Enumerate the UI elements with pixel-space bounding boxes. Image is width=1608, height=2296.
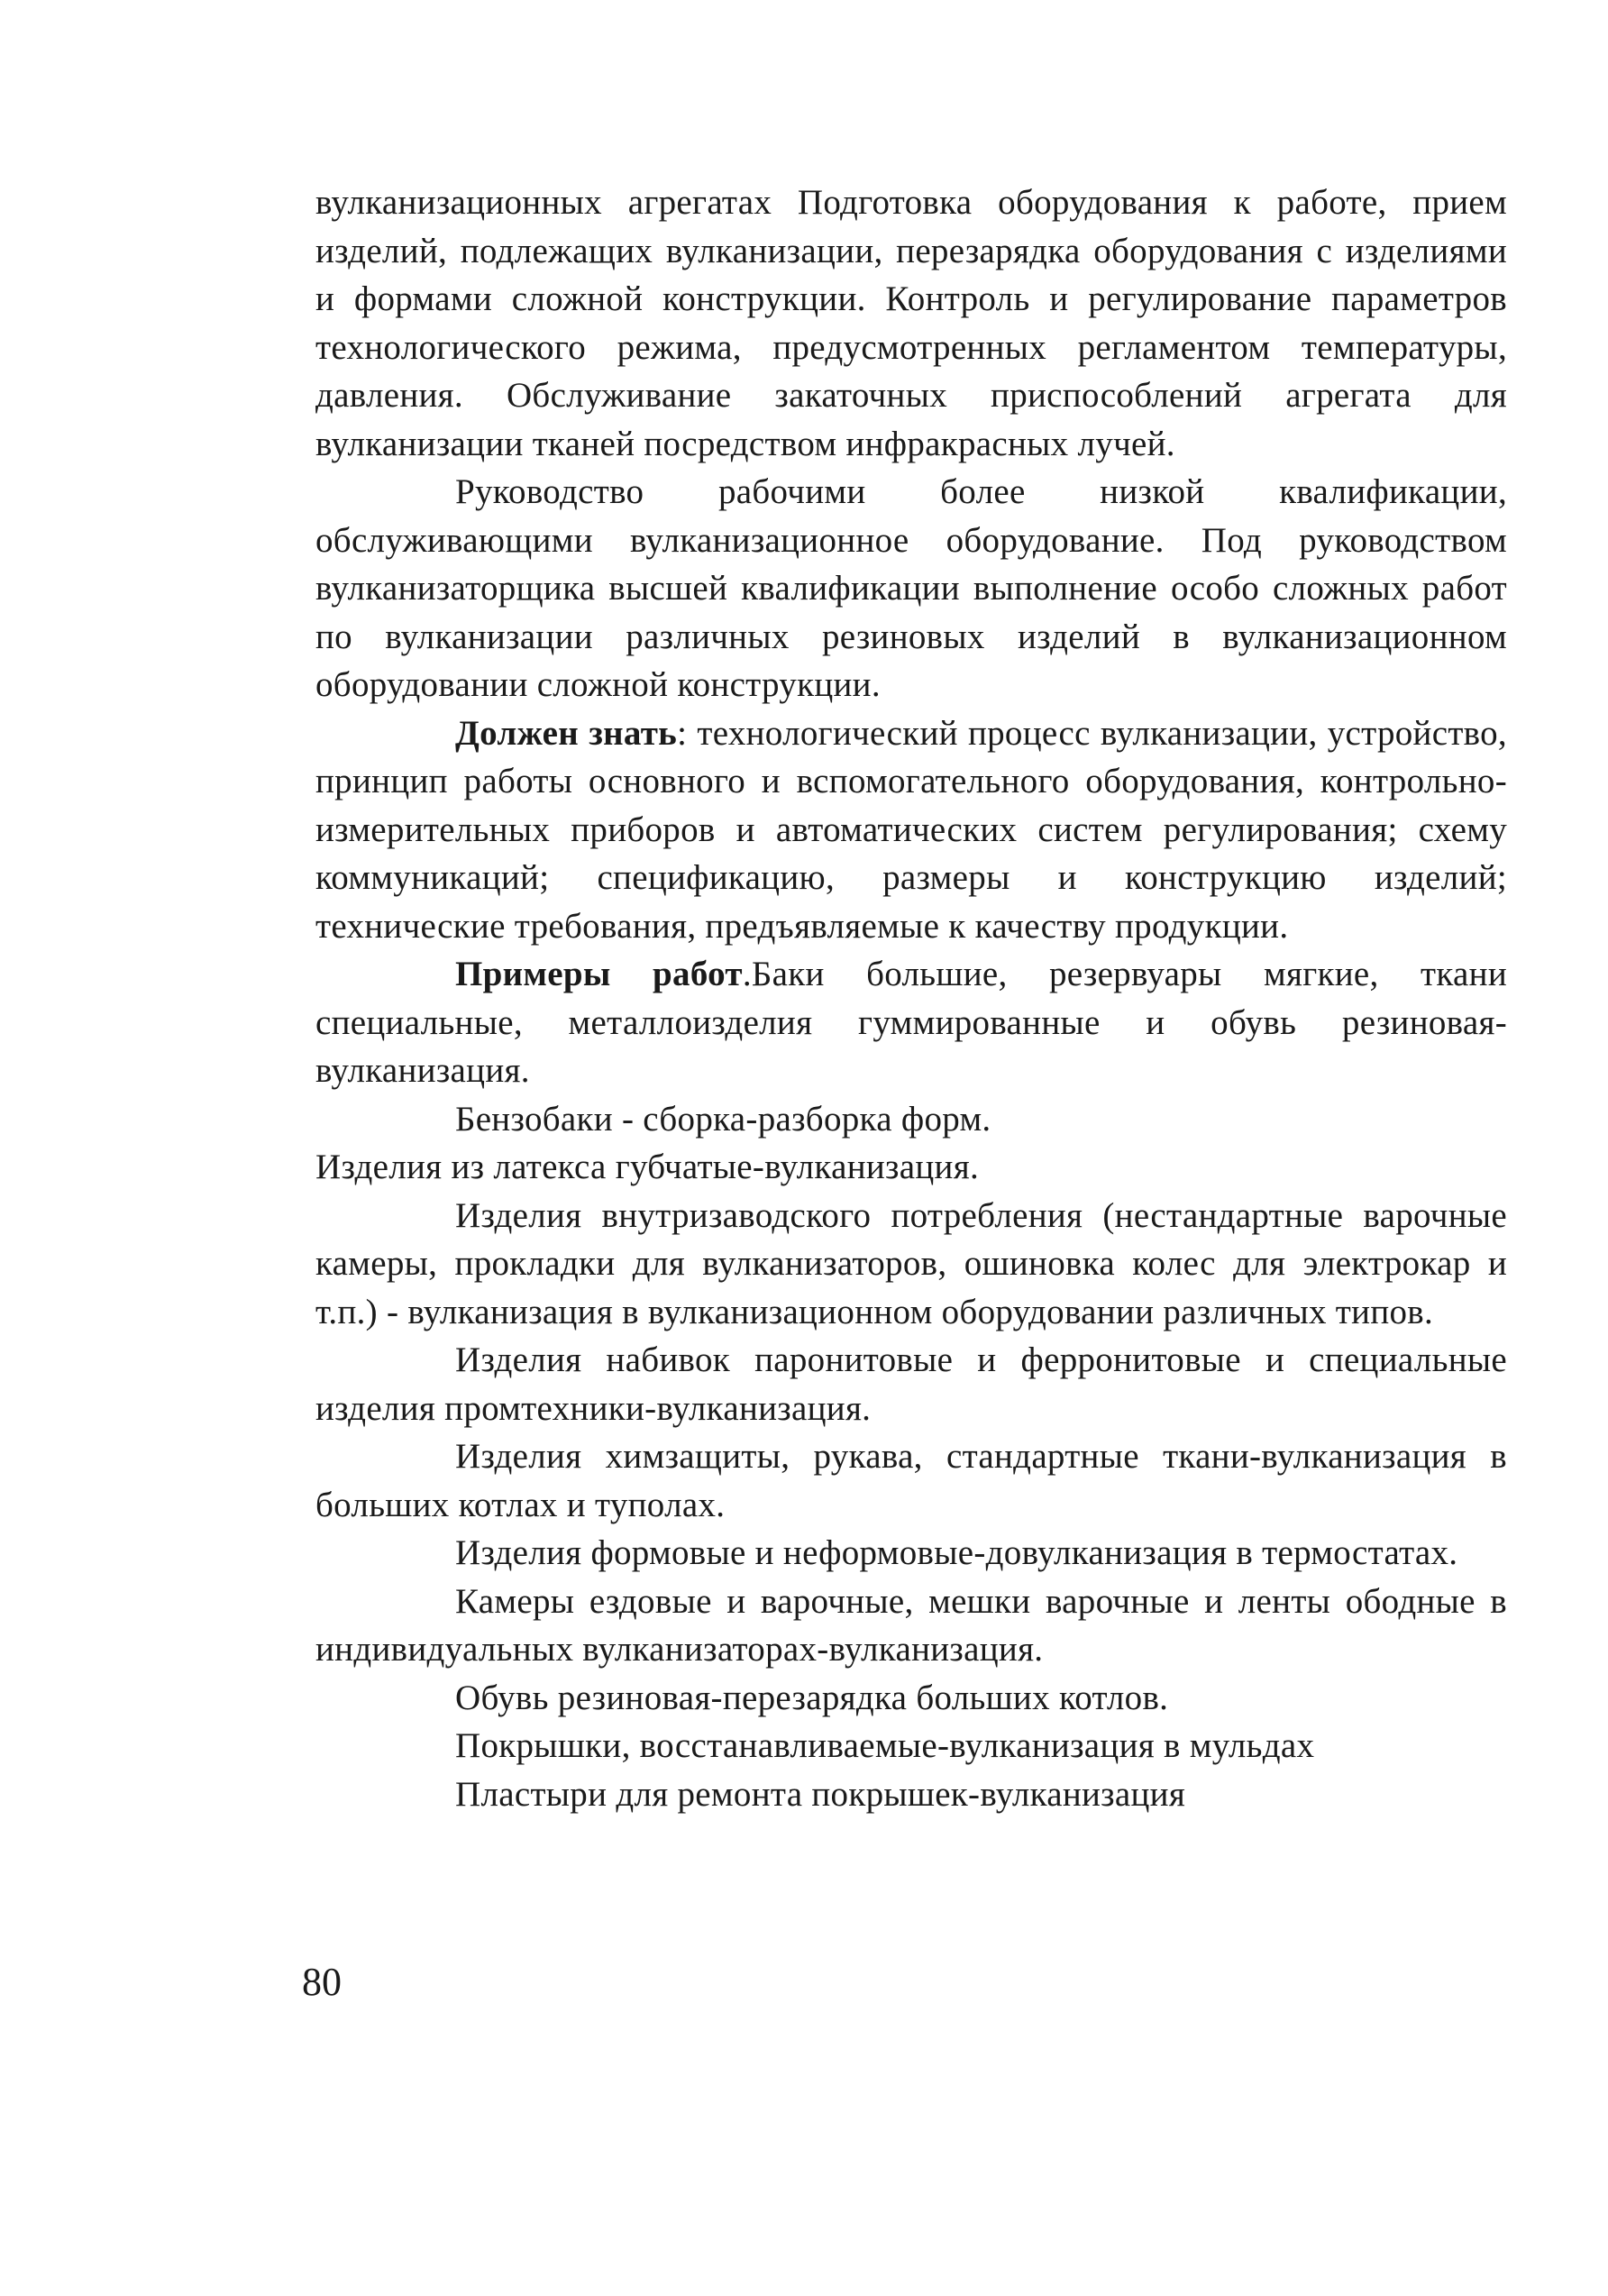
- page-number: 80: [302, 1960, 342, 2004]
- must-know-text: : технологический процесс вулканизации, устройство, принцип работы основного и вспомогательного оборудования, контрольно-измерительных приборов и автоматических систем регулирования; схему коммуникаций; спецификацию, размеры и конструкцию изделий; технические требования, предъявляемые к качеству продукции.: [315, 713, 1507, 946]
- list-item: Изделия из латекса губчатые-вулканизация.: [315, 1148, 979, 1186]
- list-item: Изделия формовые и неформовые-довулканизация в термостатах.: [455, 1533, 1458, 1572]
- list-item: Изделия химзащиты, рукава, стандартные ткани-вулканизация в больших котлах и туполах.: [315, 1437, 1507, 1524]
- list-item: Камеры ездовые и варочные, мешки варочные и ленты ободные в индивидуальных вулканизаторах-вулканизация.: [315, 1581, 1507, 1669]
- list-item: Обувь резиновая-перезарядка больших котлов.: [455, 1678, 1169, 1717]
- paragraph-must-know: [315, 709, 1507, 951]
- paragraph-work-examples: [315, 950, 1507, 1095]
- list-item: Изделия набивок паронитовые и ферронитовые и специальные изделия промтехники-вулканизация.: [315, 1340, 1507, 1428]
- must-know-heading: Должен знать: [455, 713, 678, 753]
- list-item: Покрышки, восстанавливаемые-вулканизация в мульдах: [455, 1726, 1315, 1765]
- list-item: Изделия внутризаводского потребления (нестандартные варочные камеры, прокладки для вулканизаторов, ошиновка колес для электрокар и т.п.) - вулканизация в вулканизационном оборудовании различных типов.: [315, 1195, 1507, 1331]
- body-text: [315, 178, 1507, 1818]
- work-examples-heading: Примеры работ: [455, 955, 743, 993]
- list-item: Бензобаки - сборка-разборка форм.: [455, 1099, 991, 1139]
- list-item: Пластыри для ремонта покрышек-вулканизация: [455, 1774, 1186, 1814]
- work-examples-text: .Баки большие, резервуары мягкие, ткани специальные, металлоизделия гуммированные и обувь резиновая-вулканизация.: [315, 955, 1507, 1090]
- paragraph-supervision: Руководство рабочими более низкой квалификации, обслуживающими вулканизационное оборудование. Под руководством вулканизаторщика высшей квалификации выполнение особо сложных работ по вулканизации различных резиновых изделий в вулканизационном оборудовании сложной конструкции.: [315, 472, 1507, 704]
- paragraph-continuation: вулканизационных агрегатах Подготовка оборудования к работе, прием изделий, подлежащих вулканизации, перезарядка оборудования с изделиями и формами сложной конструкции. Контроль и регулирование параметров технологического режима, предусмотренных регламентом температуры, давления. Обслуживание закаточных приспособлений агрегата для вулканизации тканей посредством инфракрасных лучей.: [315, 183, 1507, 463]
